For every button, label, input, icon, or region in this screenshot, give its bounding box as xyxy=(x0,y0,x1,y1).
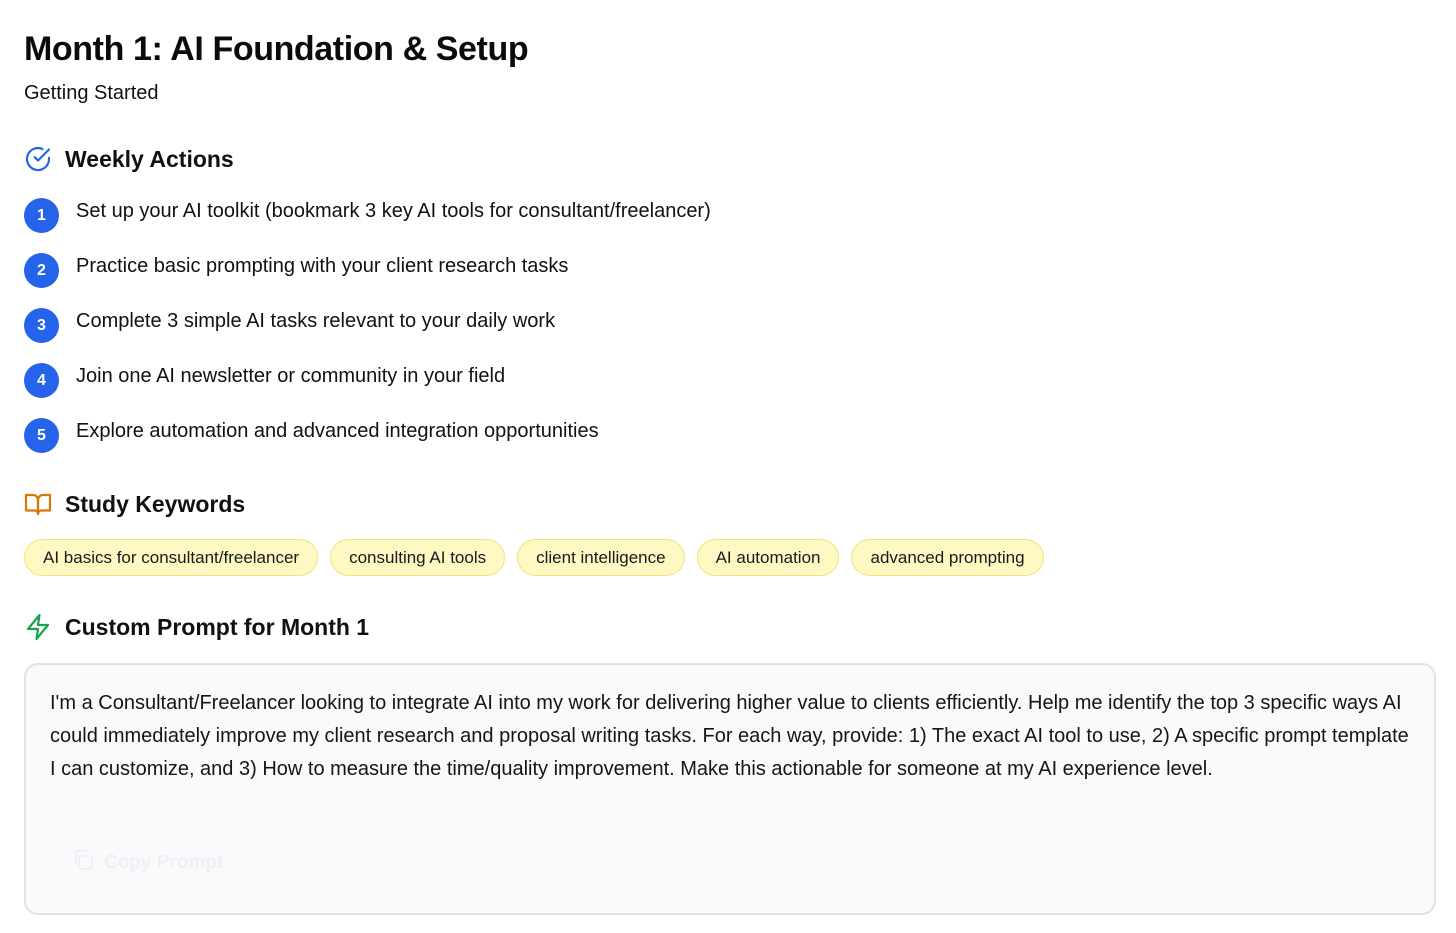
prompt-text: I'm a Consultant/Freelancer looking to integrate AI into my work for delivering higher value to clients efficiently. Help me identify the top 3 specific ways AI could immediately improve my client research and proposal writing tasks. For each way, provide: 1) The exact AI tool to use, 2) A specific prompt template I can customize, and 3) How to measure the time/quality improvement. Make this actionable for someone at my AI experience level. xyxy=(50,692,1409,780)
weekly-actions-heading: Weekly Actions xyxy=(65,145,234,172)
keyword-chip: consulting AI tools xyxy=(330,539,505,576)
page-title: Month 1: AI Foundation & Setup xyxy=(24,30,529,68)
weekly-actions-header xyxy=(24,145,234,173)
action-number-badge: 3 xyxy=(24,308,59,343)
keyword-chip: client intelligence xyxy=(517,539,684,576)
action-text: Explore automation and advanced integration opportunities xyxy=(76,420,599,442)
action-text: Complete 3 simple AI tasks relevant to your daily work xyxy=(76,310,556,332)
check-circle-icon xyxy=(24,145,52,173)
keyword-chip: AI automation xyxy=(697,539,840,576)
custom-prompt-header xyxy=(24,613,369,641)
keyword-chip: AI basics for consultant/freelancer xyxy=(24,539,318,576)
study-keywords-heading: Study Keywords xyxy=(65,490,246,517)
keyword-chip-list xyxy=(24,539,1044,576)
keyword-chip: advanced prompting xyxy=(851,539,1043,576)
lightning-icon xyxy=(24,613,52,641)
action-number-badge: 4 xyxy=(24,363,59,398)
action-item xyxy=(24,417,599,453)
study-keywords-header xyxy=(24,490,245,518)
action-item xyxy=(24,197,711,233)
action-item xyxy=(24,252,568,288)
action-item xyxy=(24,362,505,398)
copy-prompt-button[interactable] xyxy=(72,849,223,877)
prompt-box xyxy=(24,663,1436,915)
page-subtitle: Getting Started xyxy=(24,82,159,104)
custom-prompt-heading: Custom Prompt for Month 1 xyxy=(65,613,370,640)
book-open-icon xyxy=(24,490,52,518)
action-number-badge: 2 xyxy=(24,253,59,288)
action-text: Join one AI newsletter or community in your field xyxy=(76,365,506,387)
action-number-badge: 5 xyxy=(24,418,59,453)
action-item xyxy=(24,307,555,343)
action-text: Set up your AI toolkit (bookmark 3 key AI tools for consultant/freelancer) xyxy=(76,200,711,222)
action-number-badge: 1 xyxy=(24,198,59,233)
copy-icon xyxy=(72,849,94,877)
action-text: Practice basic prompting with your client research tasks xyxy=(76,255,569,277)
copy-prompt-label: Copy Prompt xyxy=(104,852,224,873)
